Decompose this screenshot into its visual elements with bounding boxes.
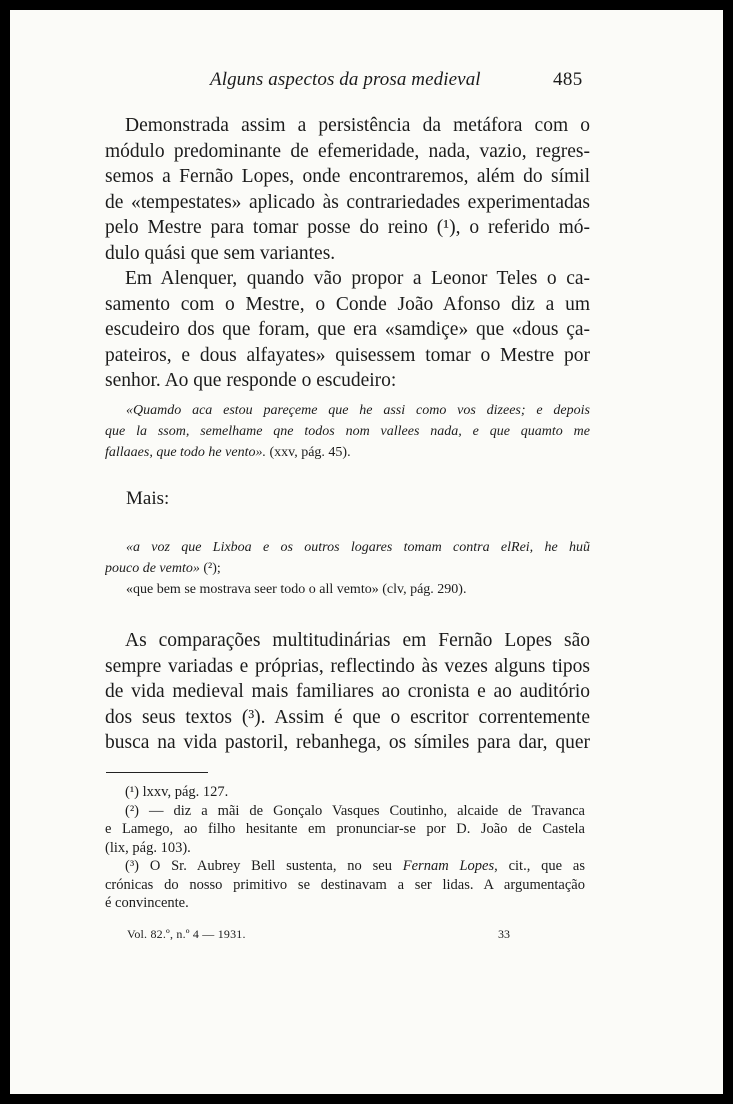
quote-line [105,579,590,600]
footnote-1: (¹) lxxv, pág. 127. [125,784,229,800]
text-line: dos seus textos (³). Assim é que o escritor correntemente [105,706,590,728]
text-line: dulo quási que sem variantes. [105,242,336,264]
running-header [10,69,723,93]
footnote-separator [106,772,208,773]
text-line: semos a Fernão Lopes, onde encontraremos, além do símil [105,166,590,187]
document-page [10,10,723,1094]
quote-reference: (²); [199,561,221,576]
footnote-3-line: é convincente. [105,895,189,911]
quote-line [105,558,590,579]
text-line: senhor. Ao que responde o escudeiro: [105,370,397,391]
footnote-title: Fernam Lopes [402,858,495,874]
text-line: pelo Mestre para tomar posse do reino (¹), o referido mó- [105,217,590,238]
text-line: samento com o Mestre, o Conde João Afonso diz a um [105,293,590,315]
text-line: Em Alenquer, quando vão propor a Leonor Teles o ca- [125,268,590,289]
volume-signature: Vol. 82.º, n.º 4 — 1931. [127,927,246,941]
text-line: pateiros, e dous alfayates» quisessem tomar o Mestre por [105,344,590,366]
text-line: de «tempestates» aplicado às contrariedades experimentadas [105,191,590,213]
text-line: módulo predominante de efemeridade, nada, vazio, regres- [105,140,590,162]
text-line: busca na vida pastoril, rebanhega, os símiles para dar, quer [105,732,590,753]
quote-text: fallaaes, que todo he vento». [105,445,266,460]
quote-text: pouco de vemto» [105,561,200,576]
paragraph-3 [105,628,590,756]
quote-line [105,442,590,463]
quote-line: que la ssom, semelhame qne todos nom vallees nada, e que quamto me [105,424,590,439]
quote-line: «a voz que Lixboa e os outros logares tomam contra elRei, he huũ [126,540,590,555]
text-line: de vida medieval mais familiares ao cronista e ao auditório [105,681,590,702]
text-line: Demonstrada assim a persistência da metáfora com o [125,115,590,136]
text-line: escudeiro dos que foram, que era «samdiçe» que «dous ça- [105,319,590,340]
footnotes [105,783,585,913]
quote-line: «Quamdo aca estou pareçeme que he assi como vos dizees; e depois [126,403,590,418]
footnote-3-line: crónicas do nosso primitivo se destinavam a ser lidas. A argumentação [105,876,585,893]
footnote-2-line: (²) — diz a mãi de Gonçalo Vasques Coutinho, alcaide de Travanca [125,802,585,819]
footnote-2-line: e Lamego, ao filho hesitante em pronunciar-se por D. João de Castela [105,821,585,837]
paragraph-2 [105,266,590,394]
quote-text: «que bem se mostrava seer todo o all vemto» [126,582,379,597]
header-title: Alguns aspectos da prosa medieval [210,69,481,90]
section-lead: Mais: [126,488,170,509]
quote-reference: (xxv, pág. 45). [265,445,351,460]
footnote-text: , cit., que as [494,858,585,874]
quotation-2 [105,537,590,600]
paragraph-1 [105,113,590,266]
page-number: 485 [553,69,583,90]
text-line: As comparações multitudinárias em Fernão Lopes são [125,630,590,651]
sheet-number: 33 [498,927,510,941]
footnote-2-line: (lix, pág. 103). [105,839,191,856]
quote-reference: (clv, pág. 290). [378,582,467,597]
text-line: sempre variadas e próprias, reflectindo às vezes alguns tipos [105,655,590,677]
footnote-text: (³) O Sr. Aubrey Bell sustenta, no seu [125,858,403,874]
footnote-3-line [105,857,585,876]
quotation-1 [105,400,590,463]
